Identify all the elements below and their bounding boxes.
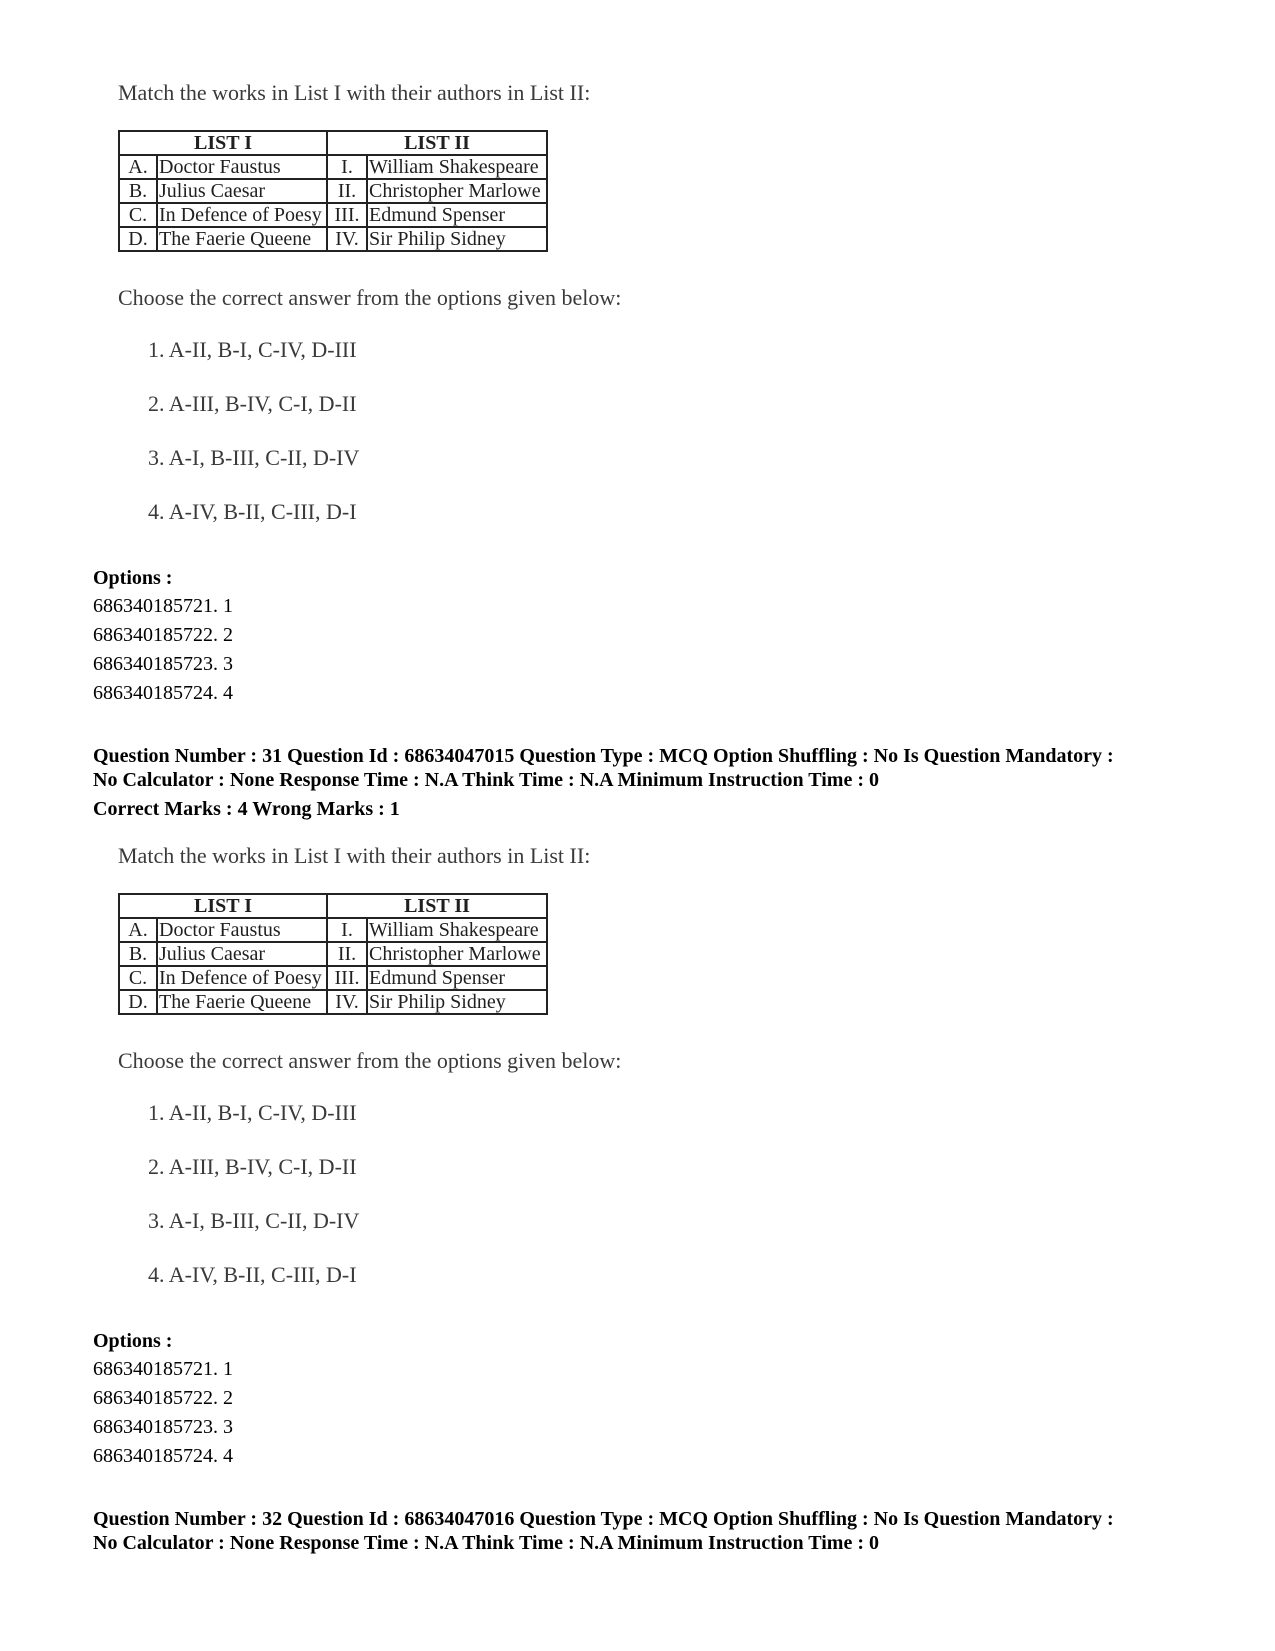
author-name: William Shakespeare	[367, 155, 547, 179]
row-key: C.	[119, 203, 157, 227]
work-title: Julius Caesar	[157, 942, 327, 966]
answer-choice: 1. A-II, B-I, C-IV, D-III	[148, 337, 357, 362]
author-name: Christopher Marlowe	[367, 942, 547, 966]
answer-choice: 1. A-II, B-I, C-IV, D-III	[148, 1100, 357, 1125]
row-key: C.	[119, 966, 157, 990]
question-meta-line1: Question Number : 31 Question Id : 68634047015 Question Type : MCQ Option Shuffling : No Is Question Mandatory :	[93, 745, 1114, 767]
author-name: Edmund Spenser	[367, 203, 547, 227]
answer-choices	[148, 337, 359, 553]
list-two-header: LIST II	[327, 894, 547, 918]
row-key: D.	[119, 990, 157, 1014]
question-meta-line2: No Calculator : None Response Time : N.A Think Time : N.A Minimum Instruction Time : 0	[93, 769, 879, 791]
table-header-row	[119, 894, 547, 918]
list-two-header: LIST II	[327, 131, 547, 155]
list-one-header: LIST I	[119, 894, 327, 918]
table-row	[119, 918, 547, 942]
row-key: A.	[119, 918, 157, 942]
option-item: 686340185721. 1	[93, 595, 233, 617]
work-title: The Faerie Queene	[157, 227, 327, 251]
match-table	[118, 893, 548, 1015]
table-row	[119, 227, 547, 251]
author-key: I.	[327, 918, 367, 942]
answer-choice: 4. A-IV, B-II, C-III, D-I	[148, 499, 357, 524]
choose-instruction: Choose the correct answer from the options given below:	[118, 285, 622, 310]
work-title: Doctor Faustus	[157, 155, 327, 179]
question-marks: Correct Marks : 4 Wrong Marks : 1	[93, 798, 400, 820]
list-one-header: LIST I	[119, 131, 327, 155]
author-name: William Shakespeare	[367, 918, 547, 942]
answer-choice: 4. A-IV, B-II, C-III, D-I	[148, 1262, 357, 1287]
row-key: B.	[119, 942, 157, 966]
option-item: 686340185722. 2	[93, 624, 233, 646]
table-header-row	[119, 131, 547, 155]
table-row	[119, 966, 547, 990]
options-label: Options :	[93, 567, 173, 589]
author-key: IV.	[327, 227, 367, 251]
row-key: D.	[119, 227, 157, 251]
option-item: 686340185723. 3	[93, 653, 233, 675]
question-prompt: Match the works in List I with their authors in List II:	[118, 80, 591, 105]
author-key: II.	[327, 179, 367, 203]
work-title: In Defence of Poesy	[157, 966, 327, 990]
answer-choice: 3. A-I, B-III, C-II, D-IV	[148, 445, 360, 470]
table-row	[119, 155, 547, 179]
match-table	[118, 130, 548, 252]
question-image	[118, 80, 818, 524]
option-item: 686340185722. 2	[93, 1387, 233, 1409]
author-key: III.	[327, 966, 367, 990]
work-title: Doctor Faustus	[157, 918, 327, 942]
work-title: The Faerie Queene	[157, 990, 327, 1014]
author-key: IV.	[327, 990, 367, 1014]
choose-instruction: Choose the correct answer from the options given below:	[118, 1048, 622, 1073]
question-prompt: Match the works in List I with their authors in List II:	[118, 843, 591, 868]
options-label: Options :	[93, 1330, 173, 1352]
author-name: Edmund Spenser	[367, 966, 547, 990]
option-item: 686340185724. 4	[93, 682, 233, 704]
question-image	[118, 843, 818, 1287]
table-row	[119, 203, 547, 227]
author-key: II.	[327, 942, 367, 966]
options-list	[93, 1355, 233, 1471]
table-row	[119, 942, 547, 966]
option-item: 686340185721. 1	[93, 1358, 233, 1380]
author-name: Sir Philip Sidney	[367, 227, 547, 251]
answer-choice: 2. A-III, B-IV, C-I, D-II	[148, 391, 357, 416]
author-key: III.	[327, 203, 367, 227]
work-title: In Defence of Poesy	[157, 203, 327, 227]
table-row	[119, 990, 547, 1014]
author-name: Sir Philip Sidney	[367, 990, 547, 1014]
question-meta-line1: Question Number : 32 Question Id : 68634047016 Question Type : MCQ Option Shuffling : No Is Question Mandatory :	[93, 1508, 1114, 1530]
table-row	[119, 179, 547, 203]
option-item: 686340185723. 3	[93, 1416, 233, 1438]
answer-choice: 2. A-III, B-IV, C-I, D-II	[148, 1154, 357, 1179]
answer-choice: 3. A-I, B-III, C-II, D-IV	[148, 1208, 360, 1233]
option-item: 686340185724. 4	[93, 1445, 233, 1467]
question-meta-line2: No Calculator : None Response Time : N.A Think Time : N.A Minimum Instruction Time : 0	[93, 1532, 879, 1554]
row-key: B.	[119, 179, 157, 203]
answer-choices	[148, 1100, 359, 1316]
author-key: I.	[327, 155, 367, 179]
author-name: Christopher Marlowe	[367, 179, 547, 203]
options-list	[93, 592, 233, 708]
row-key: A.	[119, 155, 157, 179]
work-title: Julius Caesar	[157, 179, 327, 203]
